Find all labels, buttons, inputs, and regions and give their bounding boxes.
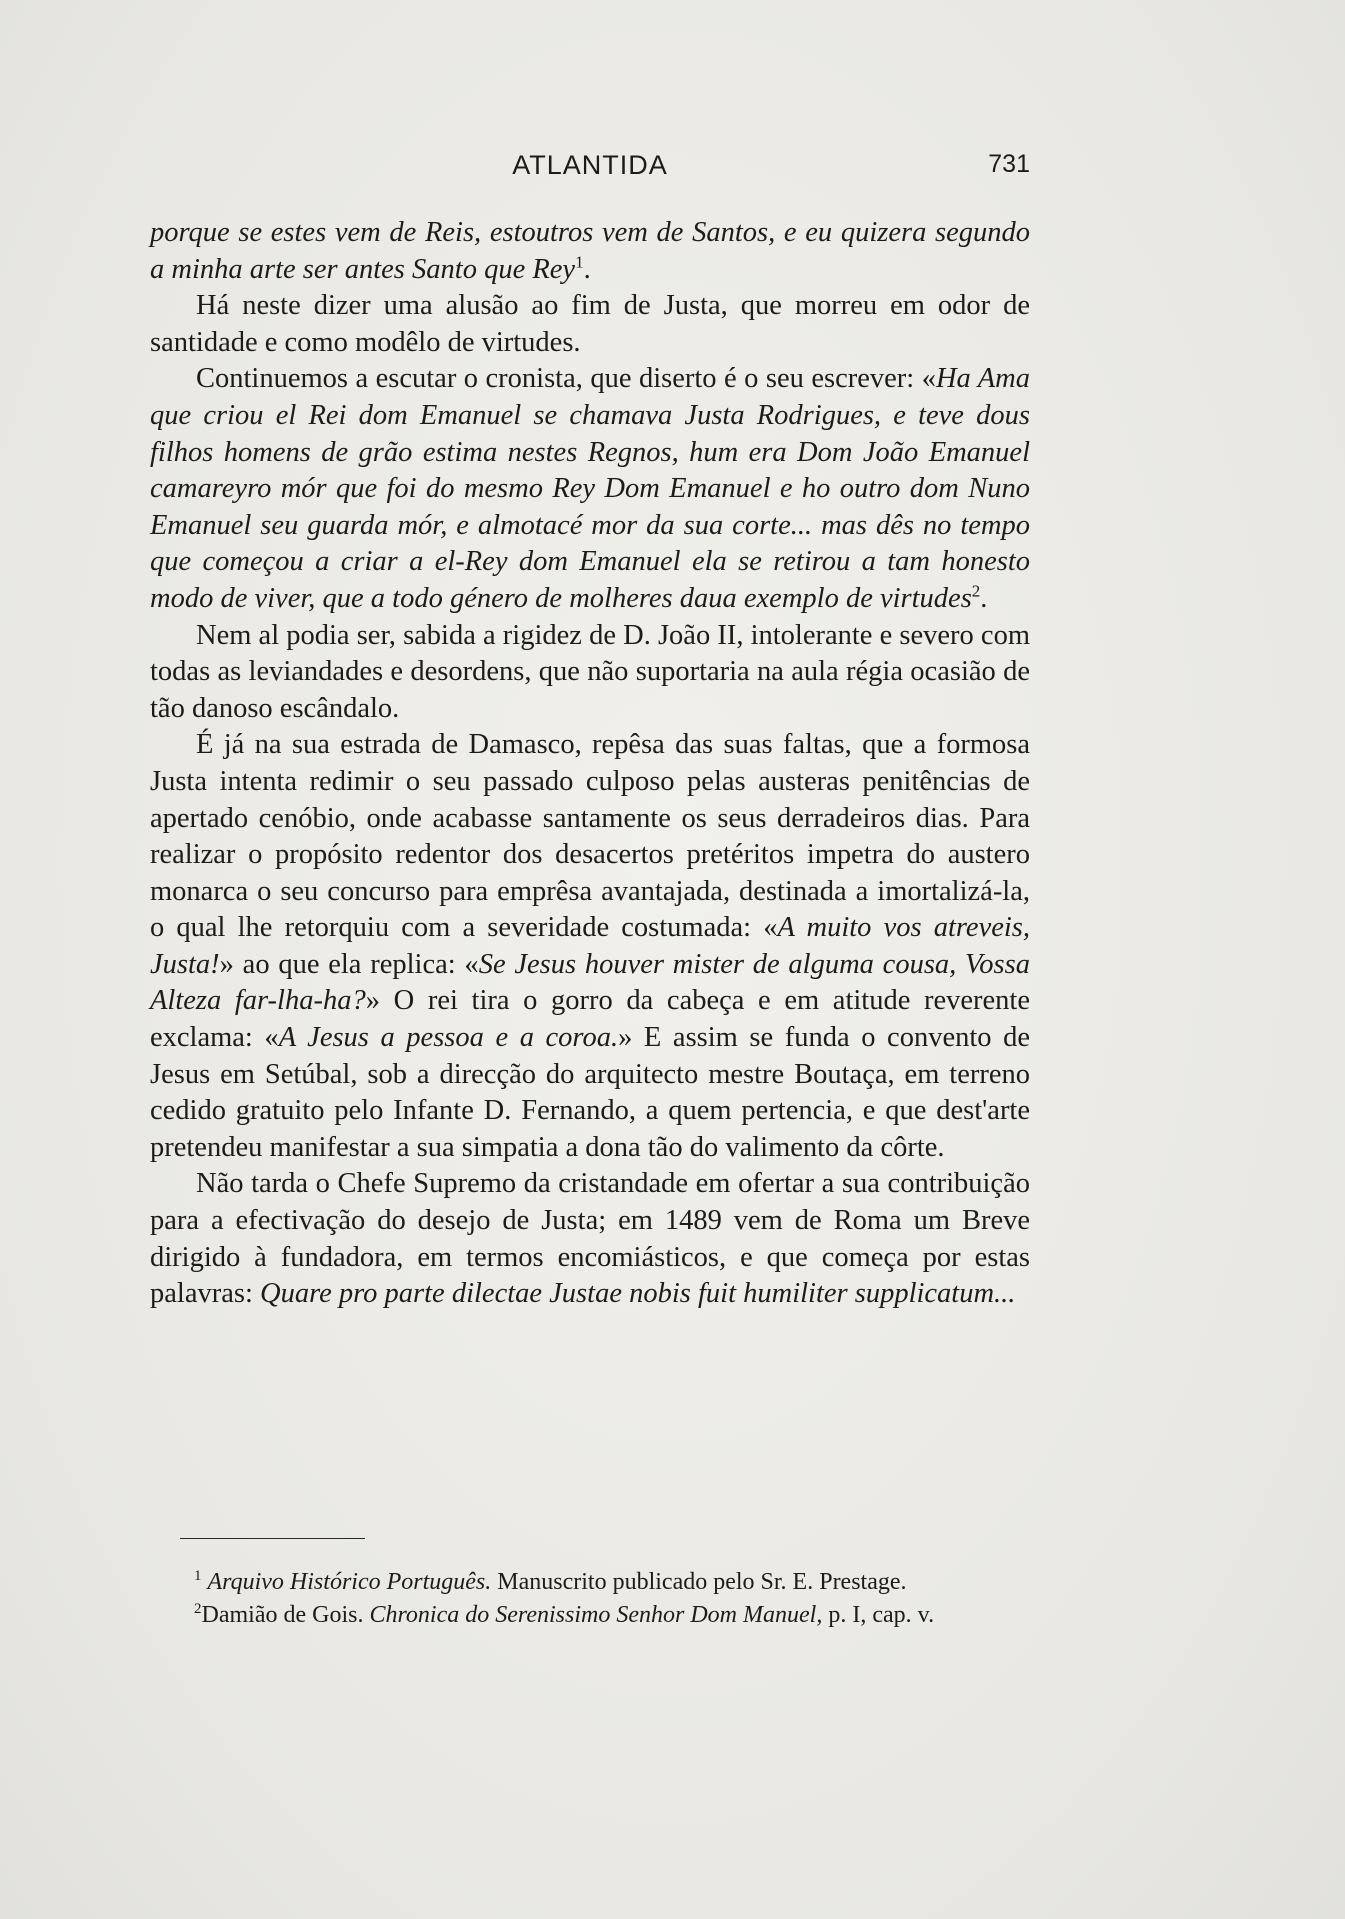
page-number: 731 bbox=[988, 150, 1030, 178]
paragraph-continuation: porque se estes vem de Reis, estoutros vem de Santos, e eu quizera segundo a minha arte ser antes Santo que Rey$^1$. bbox=[150, 217, 1030, 285]
footnotes bbox=[150, 1567, 1030, 1632]
running-head: ATLANTIDA bbox=[512, 150, 668, 180]
footnote-ref: 2 bbox=[971, 581, 981, 601]
italic-quote: porque se estes vem de Reis, estoutros vem de Santos, e eu quizera segundo a minha arte ser antes Santo que Rey bbox=[150, 217, 1030, 285]
italic-quote: A Jesus a pessoa e a coroa. bbox=[278, 1022, 619, 1054]
paragraph: É já na sua estrada de Damasco, repêsa das suas faltas, que a formosa Justa intenta redimir o seu passado culposo pelas austeras penitências de apertado cenóbio, onde acabasse santamente os seus derradeiros dias. Para realizar o propósito redentor dos desacertos pretéritos impetra do austero monarca o seu concurso para emprêsa avantajada, destinada a imortalizá-la, o qual lhe retorquiu com a severidade costumada: «A muito vos atreveis, Justa!» ao que ela replica: «Se Jesus houver mister de alguma cousa, Vossa Alteza far-lha-ha?» O rei tira o gorro da cabeça e em atitude reverente exclama: «A Jesus a pessoa e a coroa.» E assim se funda o convento de Jesus em Setúbal, sob a direcção do arquitecto mestre Boutaça, em terreno cedido gratuito pelo Infante D. Fernando, a quem pertencia, e que dest'arte pretendeu manifestar a sua simpatia a dona tão do valimento da côrte. bbox=[150, 729, 1031, 1163]
italic-quote: Ha Ama que criou el Rei dom Emanuel se chamava Justa Rodrigues, e teve dous filhos homens de grão estima nestes Regnos, hum era Dom João Emanuel camareyro mór que foi do mesmo Rey Dom Emanuel e ho outro dom Nuno Emanuel seu guarda mór, e almotacé mor da sua corte... mas dês no tempo que começou a criar a el-Rey dom Emanuel ela se retirou a tam honesto modo de viver, que a todo género de molheres daua exemplo de virtudes bbox=[150, 363, 1030, 614]
footnote-mark: 1 bbox=[194, 1568, 202, 1584]
paragraph: Nem al podia ser, sabida a rigidez de D. João II, intolerante e severo com todas as leviandades e desordens, que não suportaria na aula régia ocasião de tão danoso escândalo. bbox=[150, 619, 1030, 724]
page-header bbox=[150, 150, 1030, 190]
body-text bbox=[150, 215, 1030, 1313]
footnote: $^2$Damião de Gois. Chronica do Serenissimo Senhor Dom Manuel, p. I, cap. v. bbox=[194, 1600, 935, 1628]
paragraph: Não tarda o Chefe Supremo da cristandade em ofertar a sua contribuição para a efectivação do desejo de Justa; em 1489 vem de Roma um Breve dirigido à fundadora, em termos encomiásticos, e que começa por estas palavras: Quare pro parte dilectae Justae nobis fuit humiliter supplicatum... bbox=[150, 1168, 1030, 1310]
footnote-mark: 2 bbox=[194, 1600, 202, 1617]
paragraph: Há neste dizer uma alusão ao fim de Justa, que morreu em odor de santidade e como modêlo de virtudes. bbox=[150, 290, 1030, 358]
footnote-divider bbox=[180, 1538, 365, 1539]
footnote: $^1$ Arquivo Histórico Português. Manuscrito publicado pelo Sr. E. Prestage. bbox=[194, 1568, 907, 1595]
italic-quote: Se Jesus houver mister de alguma cousa, Vossa Alteza far-lha-ha? bbox=[150, 948, 1030, 1017]
paragraph: Continuemos a escutar o cronista, que diserto é o seu escrever: «Ha Ama que criou el Rei dom Emanuel se chamava Justa Rodrigues, e teve dous filhos homens de grão estima nestes Regnos, hum era Dom João Emanuel camareyro mór que foi do mesmo Rey Dom Emanuel e ho outro dom Nuno Emanuel seu guarda mór, e almotacé mor da sua corte... mas dês no tempo que começou a criar a el-Rey dom Emanuel ela se retirou a tam honesto modo de viver, que a todo género de molheres daua exemplo de virtudes$^2$. bbox=[150, 363, 1030, 614]
footnote-ref: 1 bbox=[575, 252, 584, 272]
italic-quote: Quare pro parte dilectae Justae nobis fuit humiliter supplicatum... bbox=[260, 1278, 1016, 1310]
italic-quote: A muito vos atreveis, Justa! bbox=[150, 912, 1031, 980]
